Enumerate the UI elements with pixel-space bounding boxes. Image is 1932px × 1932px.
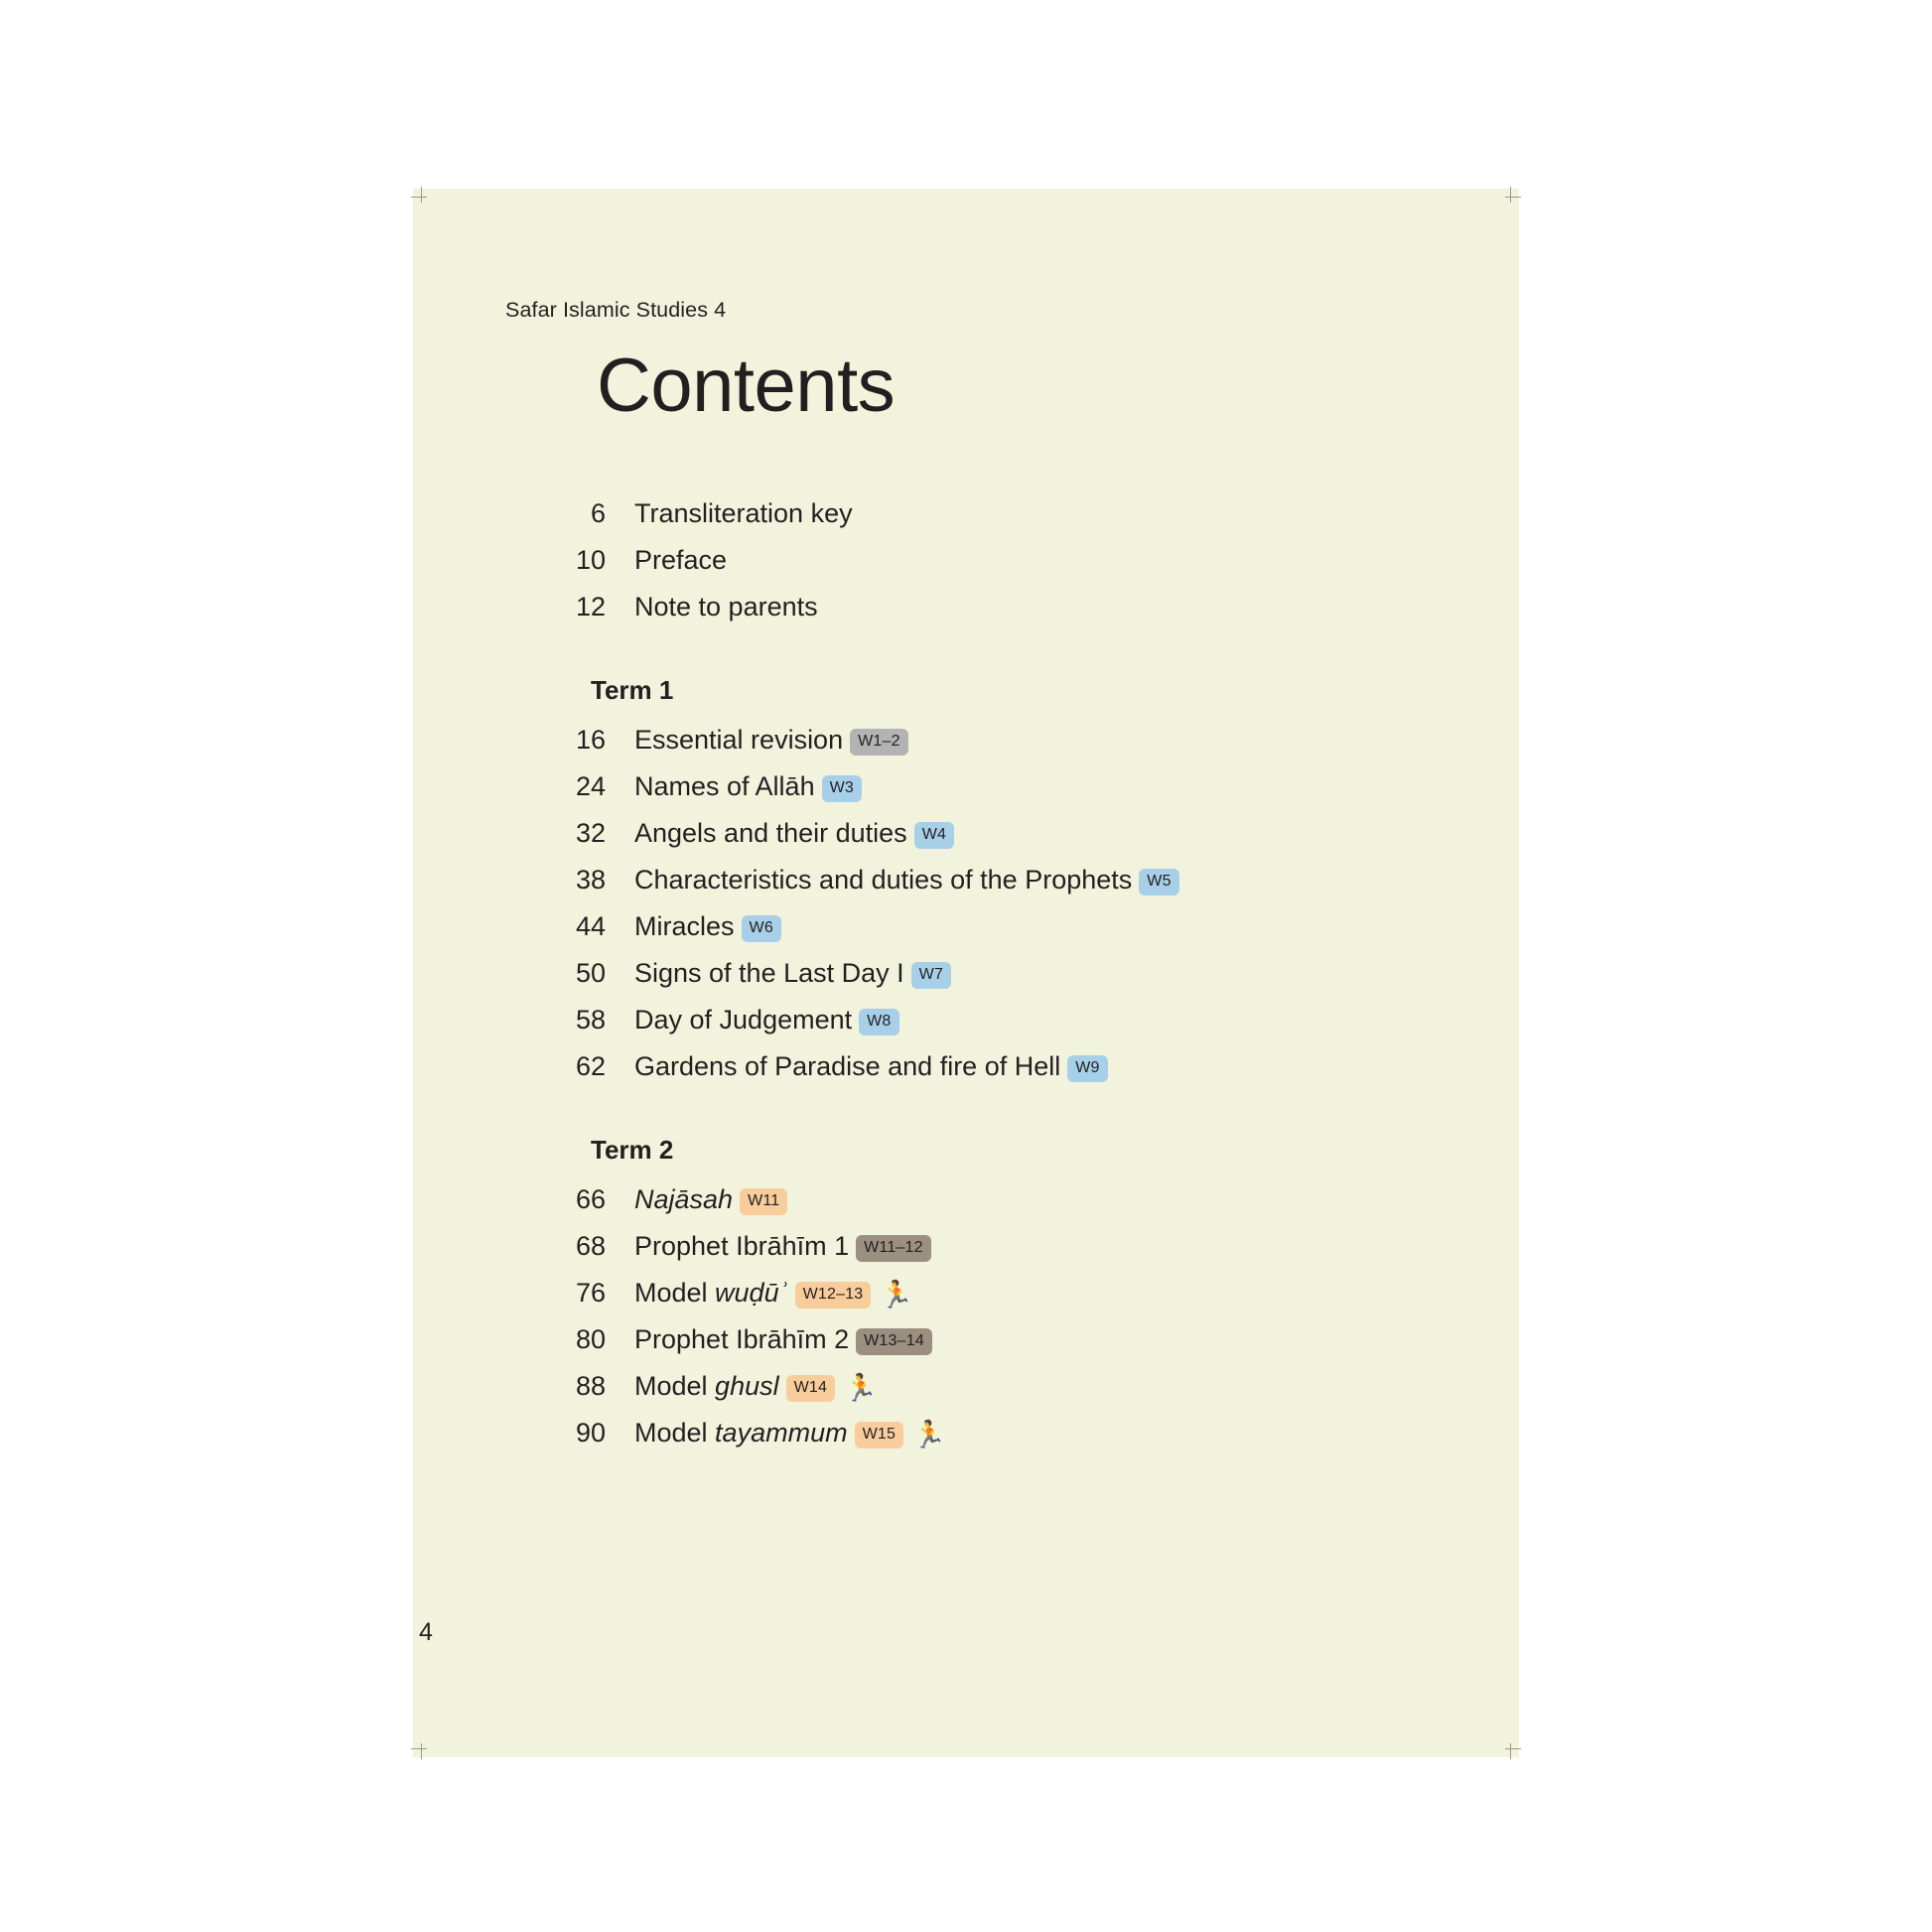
crop-mark-top-right-v (1510, 187, 1511, 203)
toc-entry-text: Model (634, 1371, 716, 1401)
toc-entry-label (634, 958, 951, 989)
toc-page-number: 38 (575, 865, 606, 895)
toc-entry[interactable] (505, 725, 1458, 771)
toc-page-number: 62 (575, 1051, 606, 1081)
week-badge: W15 (855, 1422, 904, 1449)
toc-entry-text: Prophet Ibrāhīm 2 (634, 1324, 850, 1354)
toc-entry[interactable] (505, 545, 1458, 592)
toc-entry-text: Day of Judgement (634, 1005, 853, 1035)
crop-mark-bottom-left-h (411, 1748, 427, 1749)
toc-entry-text: Model (634, 1418, 716, 1448)
week-badge: W9 (1067, 1055, 1107, 1082)
week-badge: W6 (742, 915, 781, 942)
toc-entry-text: Prophet Ibrāhīm 1 (634, 1231, 850, 1261)
book-page (413, 189, 1519, 1757)
runner-icon: 🏃 (844, 1373, 878, 1403)
toc-entry[interactable] (505, 911, 1458, 958)
toc-entry[interactable] (505, 958, 1458, 1005)
toc-entry-label (634, 771, 862, 802)
crop-mark-bottom-right-h (1505, 1748, 1521, 1749)
toc-entry-label: Transliteration key (634, 498, 853, 528)
toc-entry-text: Miracles (634, 911, 735, 941)
toc-entry-text: Angels and their duties (634, 818, 907, 848)
week-badge: W13–14 (856, 1328, 932, 1355)
runner-icon: 🏃 (880, 1280, 914, 1310)
toc-entry[interactable] (505, 818, 1458, 865)
week-badge: W8 (859, 1009, 898, 1035)
toc-page-number: 16 (575, 725, 606, 755)
section-heading-term-2: Term 2 (591, 1135, 674, 1165)
crop-mark-bottom-left-v (421, 1743, 422, 1759)
toc-entry[interactable] (505, 498, 1458, 545)
week-badge: W7 (911, 962, 951, 989)
table-of-contents (505, 498, 1458, 1464)
runner-icon: 🏃 (912, 1420, 946, 1449)
week-badge: W12–13 (795, 1282, 872, 1309)
toc-entry[interactable] (505, 865, 1458, 911)
week-badge: W1–2 (850, 729, 908, 756)
toc-entry-label (634, 911, 781, 942)
toc-page-number: 24 (575, 771, 606, 801)
toc-page-number: 10 (575, 545, 606, 575)
toc-entry-label (634, 865, 1179, 896)
running-head: Safar Islamic Studies 4 (505, 298, 727, 322)
toc-entry-text: Signs of the Last Day I (634, 958, 904, 988)
week-badge: W3 (822, 775, 862, 802)
toc-entry-text-italic: tayammum (715, 1418, 848, 1448)
toc-page-number: 12 (575, 592, 606, 621)
toc-entry-label (634, 1278, 913, 1309)
toc-entry-label (634, 1418, 946, 1449)
toc-entry[interactable] (505, 1005, 1458, 1051)
week-badge: W4 (914, 822, 954, 849)
week-badge: W11–12 (856, 1235, 931, 1262)
toc-entry[interactable] (505, 1418, 1458, 1464)
toc-entry[interactable] (505, 1324, 1458, 1371)
section-heading-term-1: Term 1 (591, 675, 674, 705)
week-badge: W11 (740, 1188, 787, 1215)
toc-entry-label (634, 818, 954, 849)
toc-entry-label (634, 1184, 787, 1215)
toc-entry-text: Names of Allāh (634, 771, 815, 801)
toc-page-number: 90 (575, 1418, 606, 1448)
toc-entry-label: Preface (634, 545, 728, 575)
toc-page-number: 88 (575, 1371, 606, 1401)
toc-entry-label: Note to parents (634, 592, 818, 621)
toc-entry-label (634, 1371, 878, 1402)
toc-entry-text-italic: wuḍūʾ (715, 1278, 788, 1308)
toc-page-number: 76 (575, 1278, 606, 1308)
toc-entry-text-italic: ghusl (715, 1371, 779, 1401)
folio-page-number: 4 (419, 1618, 433, 1646)
toc-page-number: 32 (575, 818, 606, 848)
page-title: Contents (597, 344, 896, 428)
crop-mark-bottom-right-v (1510, 1743, 1511, 1759)
toc-entry-text: Characteristics and duties of the Prophets (634, 865, 1133, 895)
toc-entry-text: Essential revision (634, 725, 844, 755)
toc-entry-text: Gardens of Paradise and fire of Hell (634, 1051, 1061, 1081)
crop-mark-top-right-h (1505, 197, 1521, 198)
toc-page-number: 66 (575, 1184, 606, 1214)
toc-page-number: 58 (575, 1005, 606, 1035)
crop-mark-top-left-h (411, 197, 427, 198)
toc-entry[interactable] (505, 771, 1458, 818)
toc-entry[interactable] (505, 1231, 1458, 1278)
toc-page-number: 68 (575, 1231, 606, 1261)
week-badge: W5 (1139, 869, 1178, 896)
toc-entry-text: Najāsah (634, 1184, 734, 1214)
toc-entry[interactable] (505, 1051, 1458, 1098)
toc-entry[interactable] (505, 592, 1458, 638)
toc-entry-label (634, 1231, 931, 1262)
toc-entry[interactable] (505, 1278, 1458, 1324)
toc-entry-label (634, 1324, 932, 1355)
toc-entry-label (634, 1051, 1108, 1082)
week-badge: W14 (786, 1375, 836, 1402)
crop-mark-top-left-v (421, 187, 422, 203)
toc-page-number: 6 (590, 498, 606, 528)
toc-entry-label (634, 725, 908, 756)
toc-entry[interactable] (505, 1184, 1458, 1231)
toc-page-number: 80 (575, 1324, 606, 1354)
toc-entry-text: Model (634, 1278, 716, 1308)
toc-page-number: 50 (575, 958, 606, 988)
toc-page-number: 44 (575, 911, 606, 941)
toc-entry-label (634, 1005, 899, 1035)
toc-entry[interactable] (505, 1371, 1458, 1418)
